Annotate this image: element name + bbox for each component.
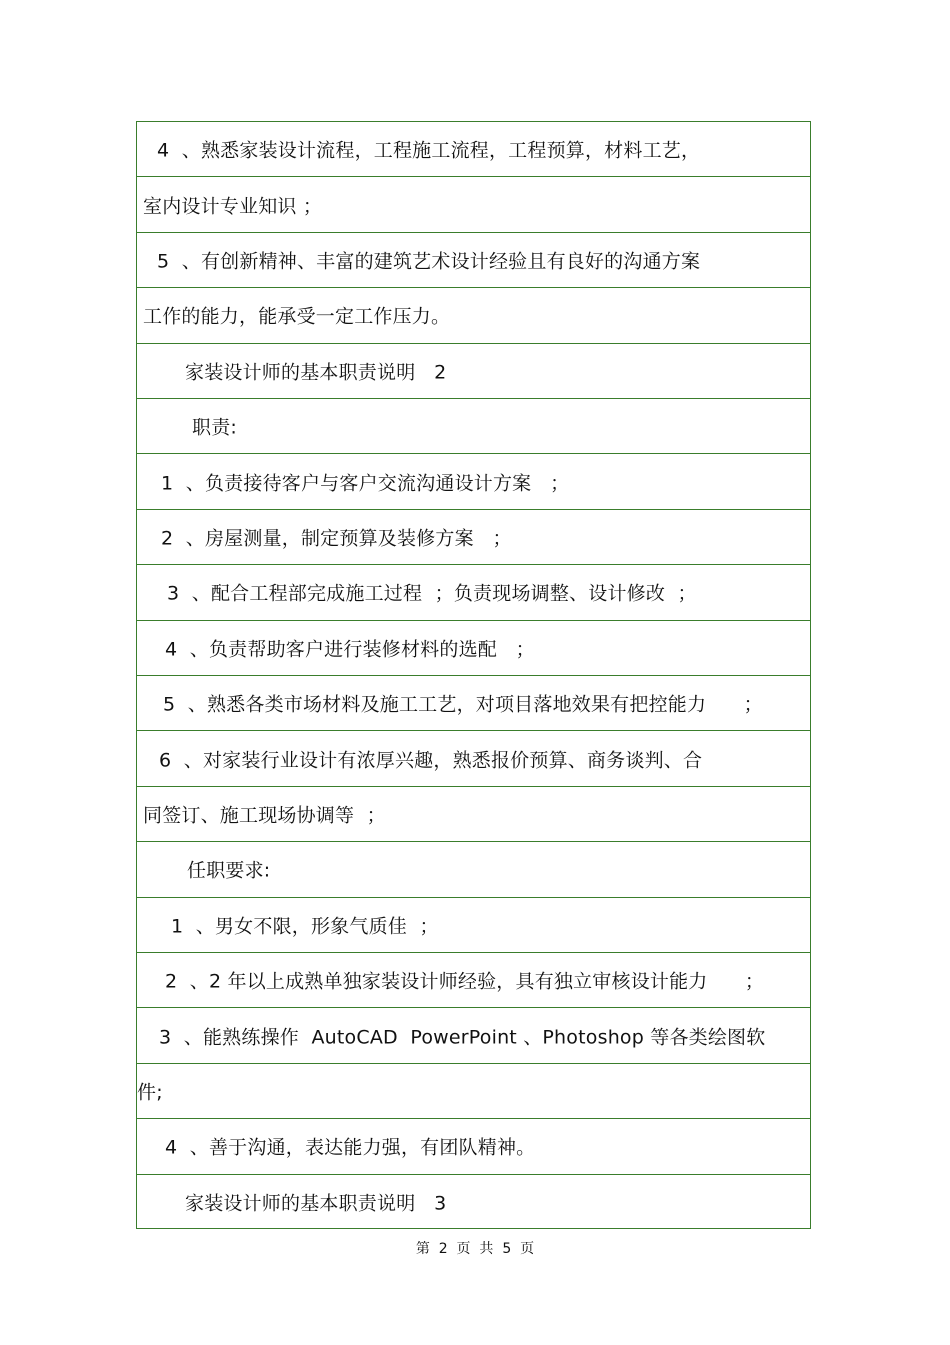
text-row: [137, 676, 810, 731]
subheading-row: [137, 399, 810, 454]
text-row: [137, 787, 810, 842]
text-line: 4 、负责帮助客户进行装修材料的选配 ；: [165, 638, 535, 661]
subheading: 任职要求:: [187, 859, 271, 882]
page-number-footer: 第 2 页 共 5 页: [415, 1241, 535, 1257]
text-line: 6 、对家装行业设计有浓厚兴趣，熟悉报价预算、商务谈判、合: [159, 749, 703, 772]
text-row: [137, 1119, 810, 1174]
text-line: 3 、能熟练操作 AutoCAD PowerPoint 、Photoshop 等各类绘图软: [159, 1026, 766, 1049]
text-line: 同签订、施工现场协调等 ；: [143, 804, 386, 827]
text-line: 室内设计专业知识 ；: [143, 195, 323, 218]
text-row: [137, 288, 810, 343]
text-line: 2 、2 年以上成熟单独家装设计师经验，具有独立审核设计能力 ；: [165, 970, 765, 993]
text-line: 2 、房屋测量，制定预算及装修方案 ；: [161, 527, 512, 550]
subheading-row: [137, 842, 810, 897]
text-row: [137, 510, 810, 565]
text-row: [137, 454, 810, 509]
text-line: 1 、负责接待客户与客户交流沟通设计方案 ；: [161, 472, 570, 495]
document-frame: [136, 121, 811, 1229]
text-row: [137, 731, 810, 786]
text-line: 4 、善于沟通，表达能力强，有团队精神。: [165, 1136, 536, 1159]
text-row: [137, 122, 810, 177]
text-line: 1 、男女不限，形象气质佳 ；: [171, 915, 439, 938]
text-line: 4 、熟悉家装设计流程，工程施工流程，工程预算，材料工艺，: [157, 139, 701, 162]
text-line: 3 、配合工程部完成施工过程 ；负责现场调整、设计修改 ；: [167, 582, 697, 605]
text-line: 5 、熟悉各类市场材料及施工工艺，对项目落地效果有把控能力 ；: [163, 693, 763, 716]
section-heading: 家装设计师的基本职责说明 3: [185, 1192, 447, 1215]
text-row: [137, 565, 810, 620]
text-row: [137, 233, 810, 288]
text-line: 件;: [137, 1081, 163, 1104]
text-line: 工作的能力，能承受一定工作压力。: [143, 305, 451, 328]
section-heading: 家装设计师的基本职责说明 2: [185, 361, 447, 384]
text-row: [137, 621, 810, 676]
subheading: 职责:: [192, 416, 238, 439]
text-row: [137, 898, 810, 953]
text-row: [137, 1064, 810, 1119]
section-heading-row: [137, 1175, 810, 1230]
text-row: [137, 177, 810, 232]
text-row: [137, 1008, 810, 1063]
section-heading-row: [137, 344, 810, 399]
text-line: 5 、有创新精神、丰富的建筑艺术设计经验且有良好的沟通方案: [157, 250, 701, 273]
text-row: [137, 953, 810, 1008]
